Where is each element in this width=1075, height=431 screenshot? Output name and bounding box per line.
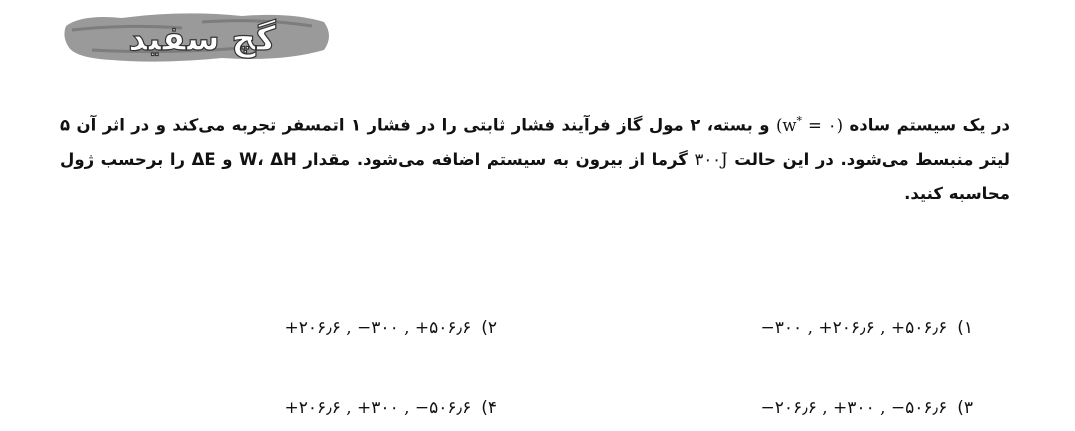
option-1-number: ۱) xyxy=(957,318,973,338)
option-4[interactable] xyxy=(285,396,497,420)
option-2[interactable] xyxy=(285,316,497,340)
option-1[interactable] xyxy=(761,316,973,340)
option-3[interactable] xyxy=(761,396,973,420)
option-3-text: −۲۰۶٫۶ , +۳۰۰ , −۵۰۶٫۶ xyxy=(760,398,948,418)
system-condition-end: = ۰) xyxy=(802,115,844,135)
system-condition-sup: * xyxy=(796,114,803,127)
logo xyxy=(62,6,337,72)
option-1-text: −۳۰۰ , +۲۰۶٫۶ , +۵۰۶٫۶ xyxy=(760,318,948,338)
option-2-text: +۲۰۶٫۶ , −۳۰۰ , +۵۰۶٫۶ xyxy=(284,318,472,338)
question-part-3: گرما از بیرون به سیستم اضافه می‌شود. مقدار W، ΔH و ΔE را برحسب ژول محاسبه کنید. xyxy=(60,149,1010,203)
question-part-1: در یک سیستم ساده xyxy=(849,115,1011,135)
logo-text: گچ سفید xyxy=(128,19,276,59)
system-condition xyxy=(776,116,843,135)
logo-brush-stroke xyxy=(62,6,337,72)
question-part-2: و بسته، ۲ مول گاز فرآیند فشار ثابتی را در فشار ۱ اتمسفر تجربه می‌کند و در اثر آن ۵ لیتر منبسط می‌شود. در این حالت xyxy=(60,115,1010,169)
option-2-number: ۲) xyxy=(481,318,497,338)
question-text xyxy=(60,104,1010,211)
option-3-number: ۳) xyxy=(957,398,973,418)
option-4-number: ۴) xyxy=(481,398,497,418)
option-4-text: +۲۰۶٫۶ , +۳۰۰ , −۵۰۶٫۶ xyxy=(284,398,472,418)
heat-value: ۳۰۰J xyxy=(694,149,728,169)
system-condition-start: (w xyxy=(775,115,797,135)
